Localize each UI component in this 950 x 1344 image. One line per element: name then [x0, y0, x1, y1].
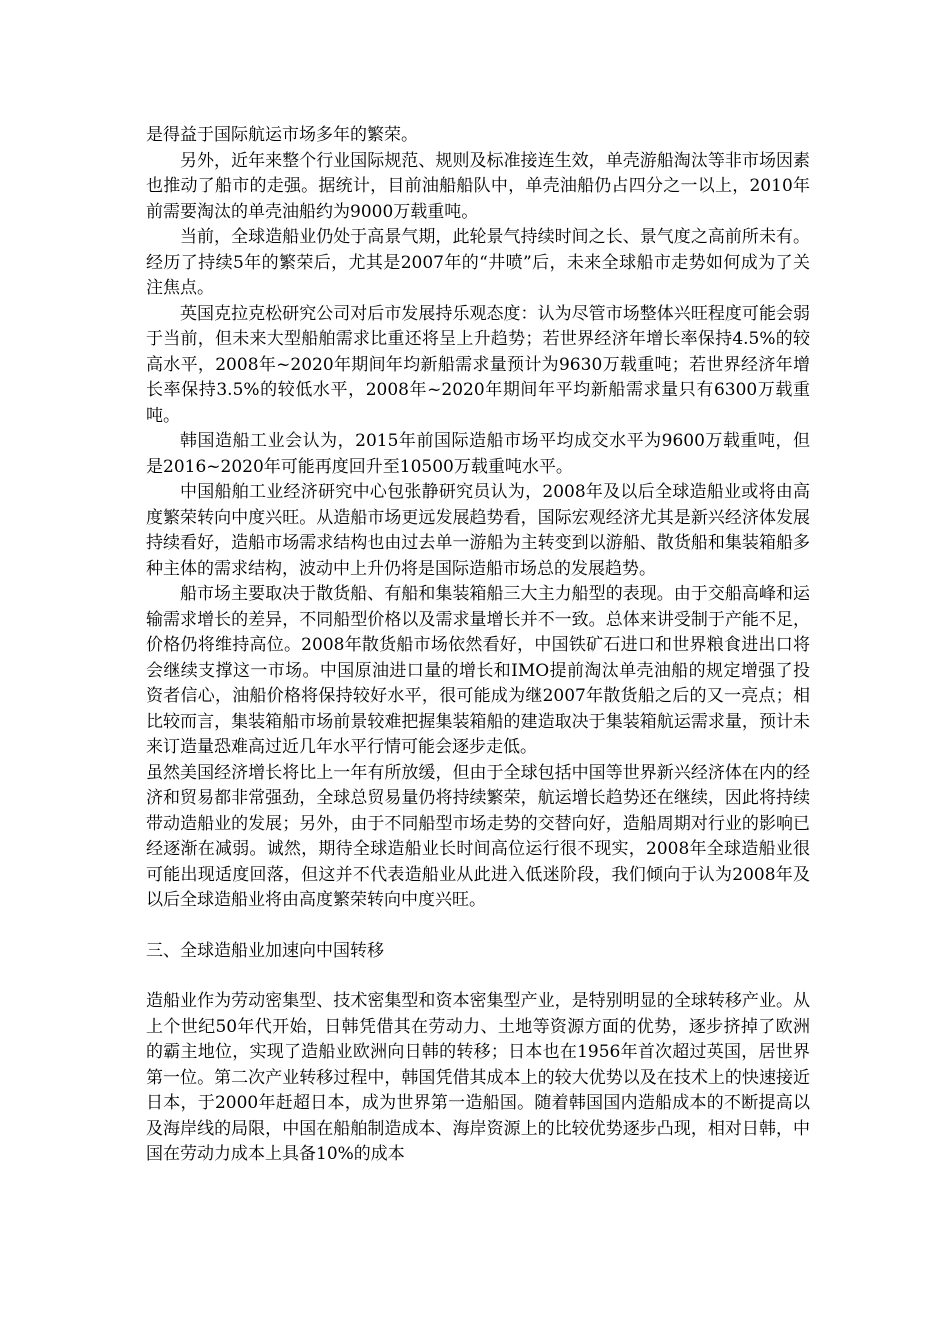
section-heading: 三、全球造船业加速向中国转移 [146, 940, 384, 961]
paragraph-4: 英国克拉克松研究公司对后市发展持乐观态度：认为尽管市场整体兴旺程度可能会弱于当前，但未来大型船舶需求比重还将呈上升趋势；若世界经济年增长率保持4.5%的较高水平，2008年~2020年期间年均新船需求量预计为9630万载重吨；若世界经济年增长率保持3.5%的较低水平，2008年~2020年期间年平均新船需求量只有6300万载重吨。 [146, 303, 810, 426]
paragraph-1: 是得益于国际航运市场多年的繁荣。 [146, 125, 418, 145]
paragraph-6: 中国船舶工业经济研究中心包张静研究员认为，2008年及以后全球造船业或将由高度繁荣转向中度兴旺。从造船市场更远发展趋势看，国际宏观经济尤其是新兴经济体发展持续看好，造船市场需求结构也由过去单一游船为主转变到以游船、散货船和集装箱船多种主体的需求结构，波动中上升仍将是国际造船市场总的发展趋势。 [146, 482, 810, 579]
paragraph-7: 船市场主要取决于散货船、有船和集装箱船三大主力船型的表现。由于交船高峰和运输需求增长的差异，不同船型价格以及需求量增长并不一致。总体来讲受制于产能不足，价格仍将维持高位。2008年散货船市场依然看好，中国铁矿石进口和世界粮食进出口将会继续支撑这一市场。中国原油进口量的增长和IMO提前淘汰单壳油船的规定增强了投资者信心，油船价格将保持较好水平，很可能成为继2007年散货船之后的又一亮点；相比较而言，集装箱船市场前景较难把握集装箱船的建造取决于集装箱航运需求量，预计未来订造量恐难高过近几年水平行情可能会逐步走低。 [146, 584, 810, 757]
paragraph-3: 当前，全球造船业仍处于高景气期，此轮景气持续时间之长、景气度之高前所未有。经历了持续5年的繁荣后，尤其是2007年的“井喷”后，未来全球船市走势如何成为了关注焦点。 [146, 227, 810, 298]
document-body [146, 123, 810, 1168]
paragraph-5: 韩国造船工业会认为，2015年前国际造船市场平均成交水平为9600万载重吨，但是2016~2020年可能再度回升至10500万载重吨水平。 [146, 431, 810, 477]
paragraph-2: 另外，近年来整个行业国际规范、规则及标准接连生效，单壳游船淘汰等非市场因素也推动了船市的走强。据统计，目前油船船队中，单壳油船仍占四分之一以上，2010年前需要淘汰的单壳油船约为9000万载重吨。 [146, 150, 810, 222]
paragraph-9: 造船业作为劳动密集型、技术密集型和资本密集型产业，是特别明显的全球转移产业。从上个世纪50年代开始，日韩凭借其在劳动力、土地等资源方面的优势，逐步挤掉了欧洲的霸主地位，实现了造船业欧洲向日韩的转移；日本也在1956年首次超过英国，居世界第一位。第二次产业转移过程中，韩国凭借其成本上的较大优势以及在技术上的快速接近日本，于2000年赶超日本，成为世界第一造船国。随着韩国国内造船成本的不断提高以及海岸线的局限，中国在船舶制造成本、海岸资源上的比较优势逐步凸现，相对日韩，中国在劳动力成本上具备10%的成本 [146, 991, 810, 1164]
paragraph-8: 虽然美国经济增长将比上一年有所放缓，但由于全球包括中国等世界新兴经济体在内的经济和贸易都非常强劲，全球总贸易量仍将持续繁荣，航运增长趋势还在继续，因此将持续带动造船业的发展；另外，由于不同船型市场走势的交替向好，造船周期对行业的影响已经逐渐在减弱。诚然，期待全球造船业长时间高位运行很不现实，2008年全球造船业很可能出现适度回落，但这并不代表造船业从此进入低迷阶段，我们倾向于认为2008年及以后全球造船业将由高度繁荣转向中度兴旺。 [146, 762, 810, 910]
